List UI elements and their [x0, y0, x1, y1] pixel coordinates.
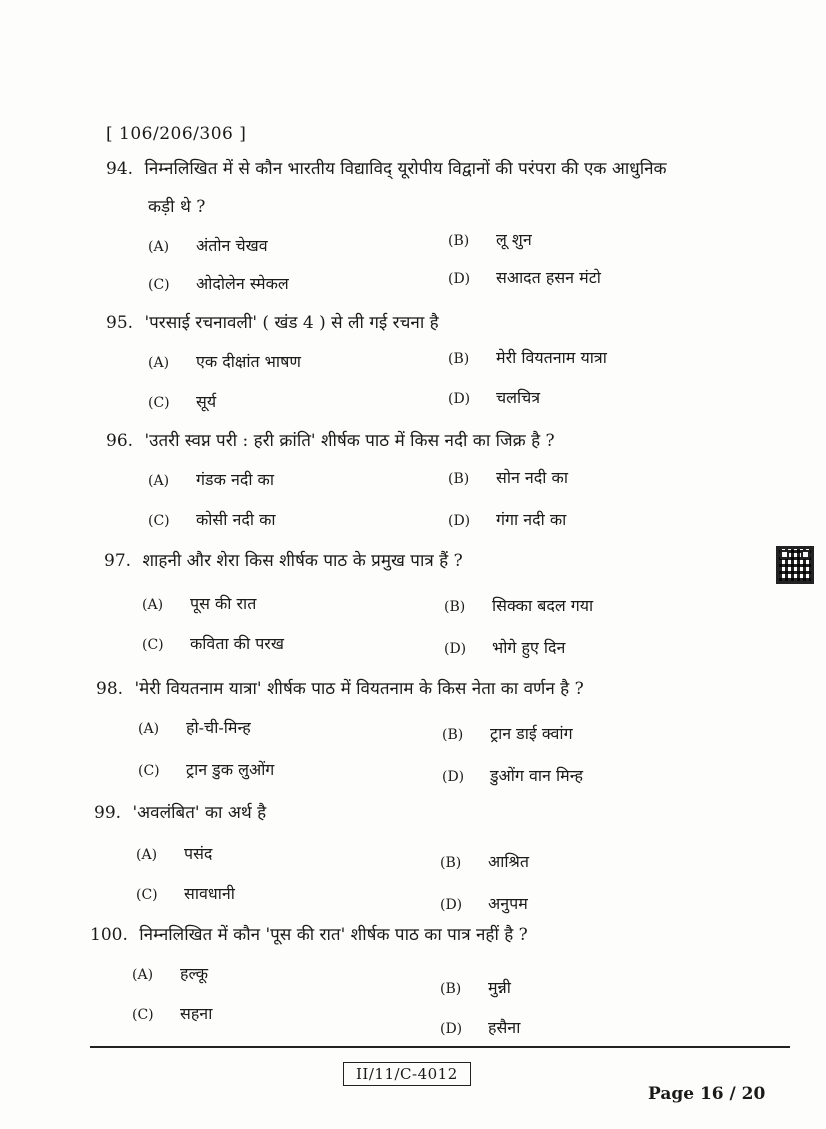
option-label: (C)	[142, 637, 164, 653]
option-a	[136, 842, 212, 864]
option-label: (C)	[148, 277, 170, 293]
option-c	[148, 272, 289, 294]
option-text: सहना	[180, 1004, 213, 1023]
option-text: सआदत हसन मंटो	[496, 268, 601, 287]
question-number: 97.	[104, 551, 132, 571]
option-text: गंडक नदी का	[196, 470, 274, 489]
question-text: 'परसाई रचनावली' ( खंड 4 ) से ली गई रचना है	[144, 313, 439, 333]
option-text: पूस की रात	[190, 594, 257, 613]
question-text: निम्नलिखित में से कौन भारतीय विद्याविद् यूरोपीय विद्वानों की परंपरा की एक आधुनिक	[144, 159, 667, 179]
option-c	[132, 1002, 212, 1024]
question-number: 99.	[94, 803, 122, 823]
option-text: ट्रान डुक लुओंग	[186, 760, 275, 779]
question-98	[96, 676, 584, 699]
option-a	[142, 592, 256, 614]
question-text: शाहनी और शेरा किस शीर्षक पाठ के प्रमुख पात्र हैं ?	[142, 551, 463, 571]
option-text: पसंद	[184, 844, 213, 863]
option-text: सूर्य	[196, 392, 217, 411]
option-b	[440, 976, 511, 998]
option-text: एक दीक्षांत भाषण	[196, 352, 301, 371]
option-label: (A)	[136, 847, 158, 863]
option-b	[448, 228, 532, 250]
option-d	[442, 764, 583, 786]
option-label: (A)	[138, 721, 160, 737]
option-label: (C)	[138, 763, 160, 779]
footer-divider	[90, 1046, 790, 1048]
option-text: कविता की परख	[190, 634, 284, 653]
option-c	[138, 758, 274, 780]
option-label: (B)	[440, 981, 462, 997]
option-label: (A)	[132, 967, 154, 983]
option-label: (A)	[148, 355, 170, 371]
option-b	[448, 466, 568, 488]
option-d	[448, 386, 540, 408]
option-a	[138, 716, 251, 738]
option-text: सावधानी	[184, 884, 235, 903]
option-text: हो-ची-मिन्ह	[186, 718, 251, 737]
option-label: (A)	[148, 473, 170, 489]
option-label: (D)	[448, 271, 471, 287]
option-c	[136, 882, 235, 904]
question-100	[90, 922, 528, 945]
option-text: गंगा नदी का	[496, 510, 567, 529]
option-d	[440, 1016, 520, 1038]
question-96	[106, 428, 555, 451]
option-text: चलचित्र	[496, 388, 541, 407]
option-label: (C)	[132, 1007, 154, 1023]
question-text: निम्नलिखित में कौन 'पूस की रात' शीर्षक पाठ का पात्र नहीं है ?	[139, 925, 528, 945]
option-c	[142, 632, 284, 654]
option-d	[448, 508, 566, 530]
option-label: (C)	[148, 513, 170, 529]
question-number: 98.	[96, 679, 124, 699]
option-label: (B)	[448, 471, 470, 487]
option-label: (B)	[442, 727, 464, 743]
option-text: डुओंग वान मिन्ह	[490, 766, 584, 785]
question-95	[106, 310, 439, 333]
option-text: भोगे हुए दिन	[492, 638, 566, 657]
question-number: 95.	[106, 313, 134, 333]
option-label: (D)	[440, 897, 463, 913]
question-text: 'मेरी वियतनाम यात्रा' शीर्षक पाठ में वियतनाम के किस नेता का वर्णन है ?	[134, 679, 584, 699]
option-b	[448, 346, 607, 368]
option-text: सिक्का बदल गया	[492, 596, 594, 615]
option-label: (A)	[142, 597, 164, 613]
option-label: (D)	[448, 391, 471, 407]
option-a	[148, 234, 268, 256]
option-a	[148, 350, 301, 372]
option-label: (B)	[448, 351, 470, 367]
question-number: 94.	[106, 159, 134, 179]
option-text: अनुपम	[488, 894, 528, 913]
option-label: (D)	[444, 641, 467, 657]
page-number: Page 16 / 20	[648, 1084, 766, 1104]
question-number: 96.	[106, 431, 134, 451]
option-a	[148, 468, 274, 490]
option-text: ओदोलेन स्मेकल	[196, 274, 289, 293]
option-text: ट्रान डाई क्वांग	[490, 724, 573, 743]
option-a	[132, 962, 208, 984]
question-97	[104, 548, 463, 571]
option-label: (C)	[148, 395, 170, 411]
booklet-code: II/11/C-4012	[343, 1062, 471, 1086]
option-label: (D)	[440, 1021, 463, 1037]
question-number: 100.	[90, 925, 128, 945]
option-b	[444, 594, 593, 616]
option-text: आश्रित	[488, 852, 529, 871]
question-text: 'अवलंबित' का अर्थ है	[132, 803, 267, 823]
option-d	[440, 892, 528, 914]
option-d	[448, 266, 601, 288]
option-c	[148, 508, 276, 530]
question-text-continued: कड़ी थे ?	[148, 197, 206, 217]
option-label: (C)	[136, 887, 158, 903]
option-text: सोन नदी का	[496, 468, 568, 487]
question-text: 'उतरी स्वप्न परी : हरी क्रांति' शीर्षक पाठ में किस नदी का जिक्र है ?	[144, 431, 555, 451]
option-text: अंतोन चेखव	[196, 236, 268, 255]
option-text: मुन्नी	[488, 978, 511, 997]
option-text: मेरी वियतनाम यात्रा	[496, 348, 607, 367]
option-text: लू शुन	[496, 230, 532, 249]
option-label: (D)	[442, 769, 465, 785]
option-label: (A)	[148, 239, 170, 255]
option-label: (B)	[448, 233, 470, 249]
option-label: (B)	[440, 855, 462, 871]
option-b	[440, 850, 529, 872]
option-text: हल्कू	[180, 964, 209, 983]
option-d	[444, 636, 565, 658]
option-label: (B)	[444, 599, 466, 615]
paper-code: [ 106/206/306 ]	[106, 124, 247, 144]
option-label: (D)	[448, 513, 471, 529]
option-text: हसैना	[488, 1018, 521, 1037]
question-94	[106, 156, 667, 179]
option-text: कोसी नदी का	[196, 510, 276, 529]
option-b	[442, 722, 573, 744]
option-c	[148, 390, 216, 412]
question-99	[94, 800, 266, 823]
qr-code-icon	[776, 546, 814, 584]
